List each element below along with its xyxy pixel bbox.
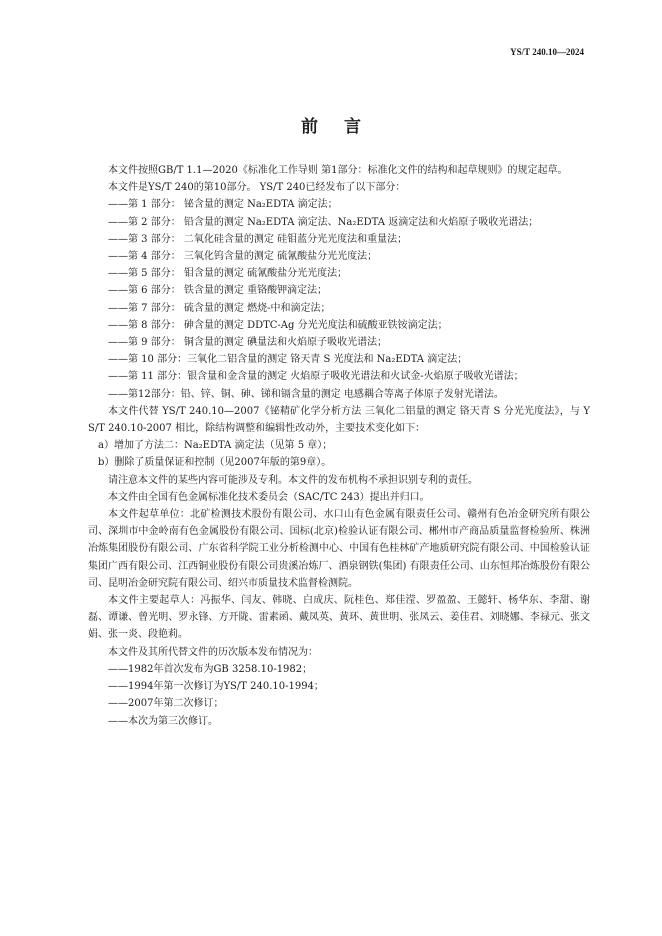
replacement-paragraph: 本文件代替 YS/T 240.10—2007《铋精矿化学分析方法 三氧化二铝量的测定 铬天青 S 分光光度法》，与 YS/T 240.10-2007 相比，除结构调整和编辑性改动外，主要技术变化如下： — [88, 405, 590, 435]
history-intro-paragraph: 本文件及其所代替文件的历次版本发布情况为： — [108, 646, 318, 658]
standard-number: YS/T 240.10—2024 — [510, 47, 584, 57]
drafting-rules-paragraph: 本文件按照GB/T 1.1—2020《标准化工作导则 第1部分：标准化文件的结构和起草规则》的规定起草。 — [108, 165, 568, 176]
history-item: ——1994年第一次修订为YS/T 240.10-1994； — [108, 681, 324, 693]
drafting-units-paragraph: 本文件起草单位：北矿检测技术股份有限公司、水口山有色金属有限责任公司、赣州有色冶金研究所有限公司、深圳市中金岭南有色金属股份有限公司、国标(北京)检验认证有限公司、郴州市产商品质量监督检验所、株洲冶炼集团股份有限公司、广东省科学院工业分析检测中心、中国有色桂林矿产地质研究院有限公司、中国检验认证集团广西有限公司、江西铜业股份有限公司贵溪冶炼厂、酒泉钢铁(集团) 有限责任公司、山东恒邦冶炼股份有限公司、昆明冶金研究院有限公司、绍兴市质量技术监督检测院。 — [88, 509, 590, 589]
part-list-item: ——第12部分：铅、锌、铜、砷、锑和镉含量的测定 电感耦合等离子体原子发射光谱法。 — [108, 388, 504, 400]
proposed-by-paragraph: 本文件由全国有色金属标准化技术委员会（SAC/TC 243）提出并归口。 — [108, 491, 430, 503]
part-intro-paragraph: 本文件是YS/T 240的第10部分。 YS/T 240已经发布了以下部分： — [108, 182, 406, 194]
part-list-item: ——第 9 部分： 铜含量的测定 碘量法和火焰原子吸收光谱法； — [108, 337, 388, 349]
drafters-paragraph: 本文件主要起草人：冯振华、闫友、韩晓、白成庆、阮桂色、郑佳滢、罗盈盈、王懿轩、杨华东、李甜、谢磊、谭谦、曾光明、罗永锋、方开陇、雷素函、戴凤英、黄环、黄世明、张凤云、姜佳君、刘晓娜、李禄元、张文娟、张一炎、段艳莉。 — [88, 595, 590, 641]
part-list-item: ——第 6 部分： 铁含量的测定 重铬酸钾滴定法； — [108, 285, 328, 297]
history-item: ——本次为第三次修订。 — [108, 715, 218, 727]
change-item: b）删除了质量保证和控制（见2007年版的第9章）。 — [98, 457, 332, 469]
page-title: 前言 — [301, 117, 387, 137]
part-list-item: ——第 11 部分：银含量和金含量的测定 火焰原子吸收光谱法和火试金-火焰原子吸收光谱法； — [108, 371, 524, 383]
part-list-item: ——第 8 部分： 砷含量的测定 DDTC-Ag 分光光度法和硫酸亚铁铵滴定法； — [108, 319, 448, 331]
history-item: ——2007年第二次修订； — [108, 698, 224, 710]
part-list-item: ——第 1 部分： 铋含量的测定 Na₂EDTA 滴定法； — [108, 199, 338, 211]
history-item: ——1982年首次发布为GB 3258.10-1982； — [108, 663, 313, 675]
foreword-body — [88, 162, 590, 730]
part-list-item: ——第 7 部分： 硫含量的测定 燃烧-中和滴定法； — [108, 302, 331, 314]
patent-paragraph: 请注意本文件的某些内容可能涉及专利。本文件的发布机构不承担识别专利的责任。 — [108, 474, 478, 486]
part-list-item: ——第 10 部分：三氧化二铝含量的测定 铬天青 S 光度法和 Na₂EDTA 滴定法； — [108, 354, 468, 366]
part-list-item: ——第 2 部分： 铅含量的测定 Na₂EDTA 滴定法、Na₂EDTA 返滴定法和火焰原子吸收光谱法； — [108, 216, 539, 228]
part-list-item: ——第 5 部分： 钼含量的测定 硫氰酸盐分光光度法； — [108, 268, 348, 280]
part-list-item: ——第 4 部分： 三氧化钨含量的测定 硫氰酸盐分光光度法； — [108, 251, 378, 263]
change-item: a）增加了方法二：Na₂EDTA 滴定法（见第 5 章）； — [98, 440, 333, 452]
part-list-item: ——第 3 部分： 二氧化硅含量的测定 硅钼蓝分光光度法和重量法； — [108, 233, 408, 245]
